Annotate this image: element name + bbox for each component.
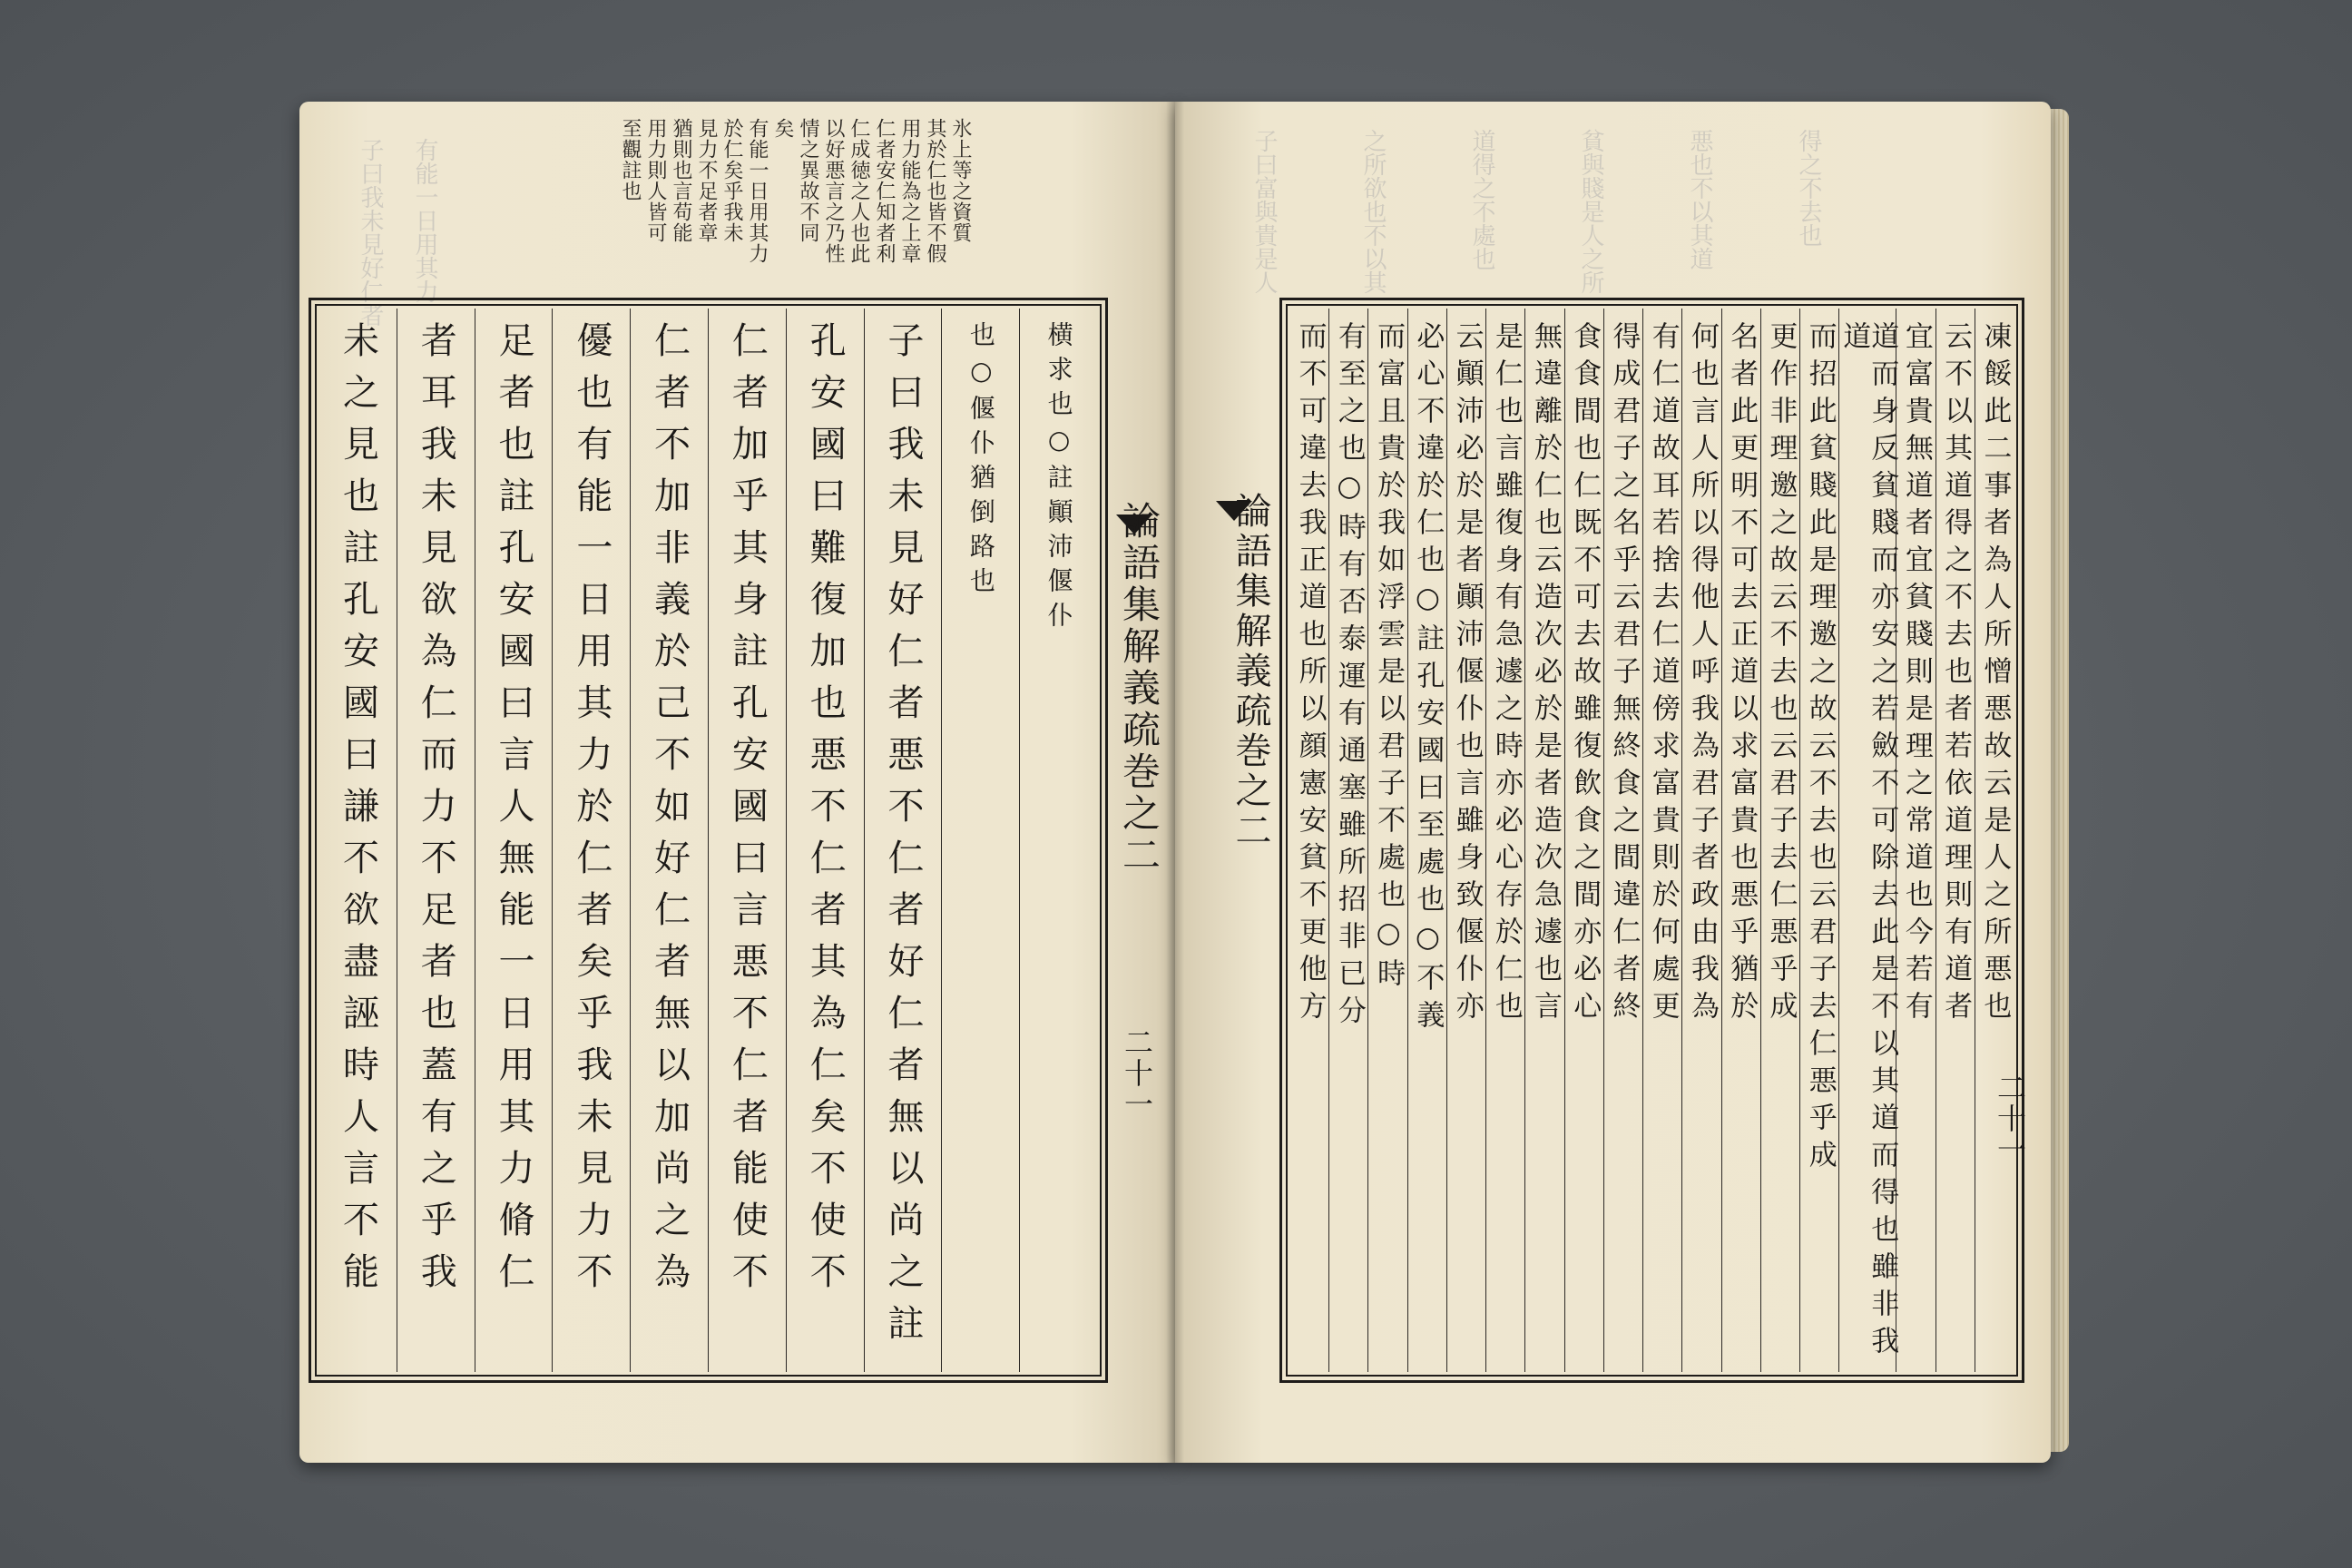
right-page [1175, 102, 2051, 1463]
text-column: 道而身反貧賤而亦安之若斂不可除去此是不以其道而得也雖非我道 [1838, 309, 1896, 1372]
annotation-line: 至觀註也 [619, 118, 642, 201]
text-column: 宜富貴無道者宜貧賤則是理之常道也今若有 [1896, 309, 1935, 1372]
annotation-line: 於仁矣乎我未 [720, 118, 743, 243]
text-column: 仁者不加非義於己不如好仁者無以加尚之為 [630, 309, 708, 1372]
annotation-line: 有能一日用其力 [746, 118, 769, 264]
annotation-line: 矣 [771, 118, 794, 139]
text-columns [1290, 309, 2014, 1372]
text-column: 有至之也○時有否泰運有通塞雖所招非已分 [1328, 309, 1367, 1372]
annotation-line: 用力則人皆可 [644, 118, 667, 243]
annotation-line: 情之異故不同 [797, 118, 819, 243]
text-column: 何也言人所以得他人呼我為君子者政由我為 [1681, 309, 1720, 1372]
text-column: 横求也○註顚沛偃仆 [1019, 309, 1097, 1372]
text-frame [1279, 298, 2024, 1383]
margin-title: 論語集解義疏巻之二 [1117, 501, 1161, 877]
bleed-through-text: 悪也不以其道 [1686, 129, 1713, 270]
text-column: 是仁也言雖復身有急遽之時亦必心存於仁也 [1485, 309, 1524, 1372]
text-column: 有仁道故耳若捨去仁道傍求富貴則於何處更 [1642, 309, 1681, 1372]
text-column: 未之見也註孔安國曰謙不欲盡誣時人言不能 [337, 321, 379, 1304]
annotation-line: 猶則也言苟能 [670, 118, 692, 243]
annotation-line: 氷上等之資質 [949, 118, 972, 243]
bleed-through-text: 子曰我未見好仁者 [357, 138, 384, 327]
text-column: 更作非理邀之故云不去也云君子去仁悪乎成 [1760, 309, 1799, 1372]
open-book [299, 102, 2051, 1463]
annotation-line: 見力不足者章 [695, 118, 718, 243]
annotation-line: 以好悪言之乃性 [822, 118, 845, 264]
text-column: 必心不違於仁也○註孔安國曰至處也○不義 [1407, 309, 1446, 1372]
annotation-line: 其於仁也皆不假 [924, 118, 946, 264]
text-column: 而招此貧賤此是理邀之故云不去也云君子去仁悪乎成 [1799, 309, 1838, 1372]
text-column: 云顚沛必於是者顚沛偃仆也言雖身致偃仆亦 [1446, 309, 1485, 1372]
text-column: 足者也註孔安國曰言人無能一日用其力脩仁 [475, 309, 553, 1372]
text-column: 者耳我未見欲為仁而力不足者也蓋有之乎我 [397, 309, 475, 1372]
text-columns [319, 309, 1097, 1372]
text-column: 孔安國曰難復加也悪不仁者其為仁矣不使不 [786, 309, 864, 1372]
text-column: 食食間也仁既不可去故雖復飲食之間亦必心 [1564, 309, 1603, 1372]
bleed-through-text: 貧與賤是人之所 [1577, 129, 1604, 294]
text-column: 名者此更明不可去正道以求富貴也悪乎猶於 [1721, 309, 1760, 1372]
annotation-line: 仁成徳之人也此 [848, 118, 870, 264]
bleed-through-text: 之所欲也不以其 [1359, 129, 1387, 294]
folio-number: 二十一 [1120, 1027, 1154, 1120]
annotation-line: 仁者安仁知者利 [873, 118, 896, 264]
bleed-through-text: 得之不去也 [1795, 129, 1822, 247]
text-frame [309, 298, 1108, 1383]
text-column: 凍餒此二事者為人所憎悪故云是人之所悪也 [1975, 309, 2014, 1372]
book-gutter [1166, 102, 1184, 1463]
bleed-through-text: 道得之不處也 [1468, 129, 1495, 270]
left-page [299, 102, 1175, 1463]
text-column: 而富且貴於我如浮雲是以君子不處也○時 [1367, 309, 1406, 1372]
margin-title: 論語集解義疏巻之二 [1230, 492, 1271, 851]
text-column: 而不可違去我正道也所以顔憲安貧不更他方 [1293, 321, 1327, 1028]
text-column: 云不以其道得之不去也者若依道理則有道者 [1936, 309, 1975, 1372]
text-column: 子曰我未見好仁者悪不仁者好仁者無以尚之註 [864, 309, 942, 1372]
text-column: 也○偃仆猶倒路也 [941, 309, 1019, 1372]
bleed-through-text: 有能一日用其力 [411, 138, 438, 303]
text-column: 無違離於仁也云造次必於是者造次急遽也言 [1524, 309, 1563, 1372]
annotation-line: 用力能為之上章 [898, 118, 921, 264]
folio-number: 二十一 [1993, 1073, 2027, 1165]
text-column: 優也有能一日用其力於仁者矣乎我未見力不 [552, 309, 630, 1372]
text-column: 得成君子之名乎云君子無終食之間違仁者終 [1603, 309, 1642, 1372]
bleed-through-text: 子曰富與貴是人 [1250, 129, 1278, 294]
text-column: 仁者加乎其身註孔安國曰言悪不仁者能使不 [708, 309, 786, 1372]
